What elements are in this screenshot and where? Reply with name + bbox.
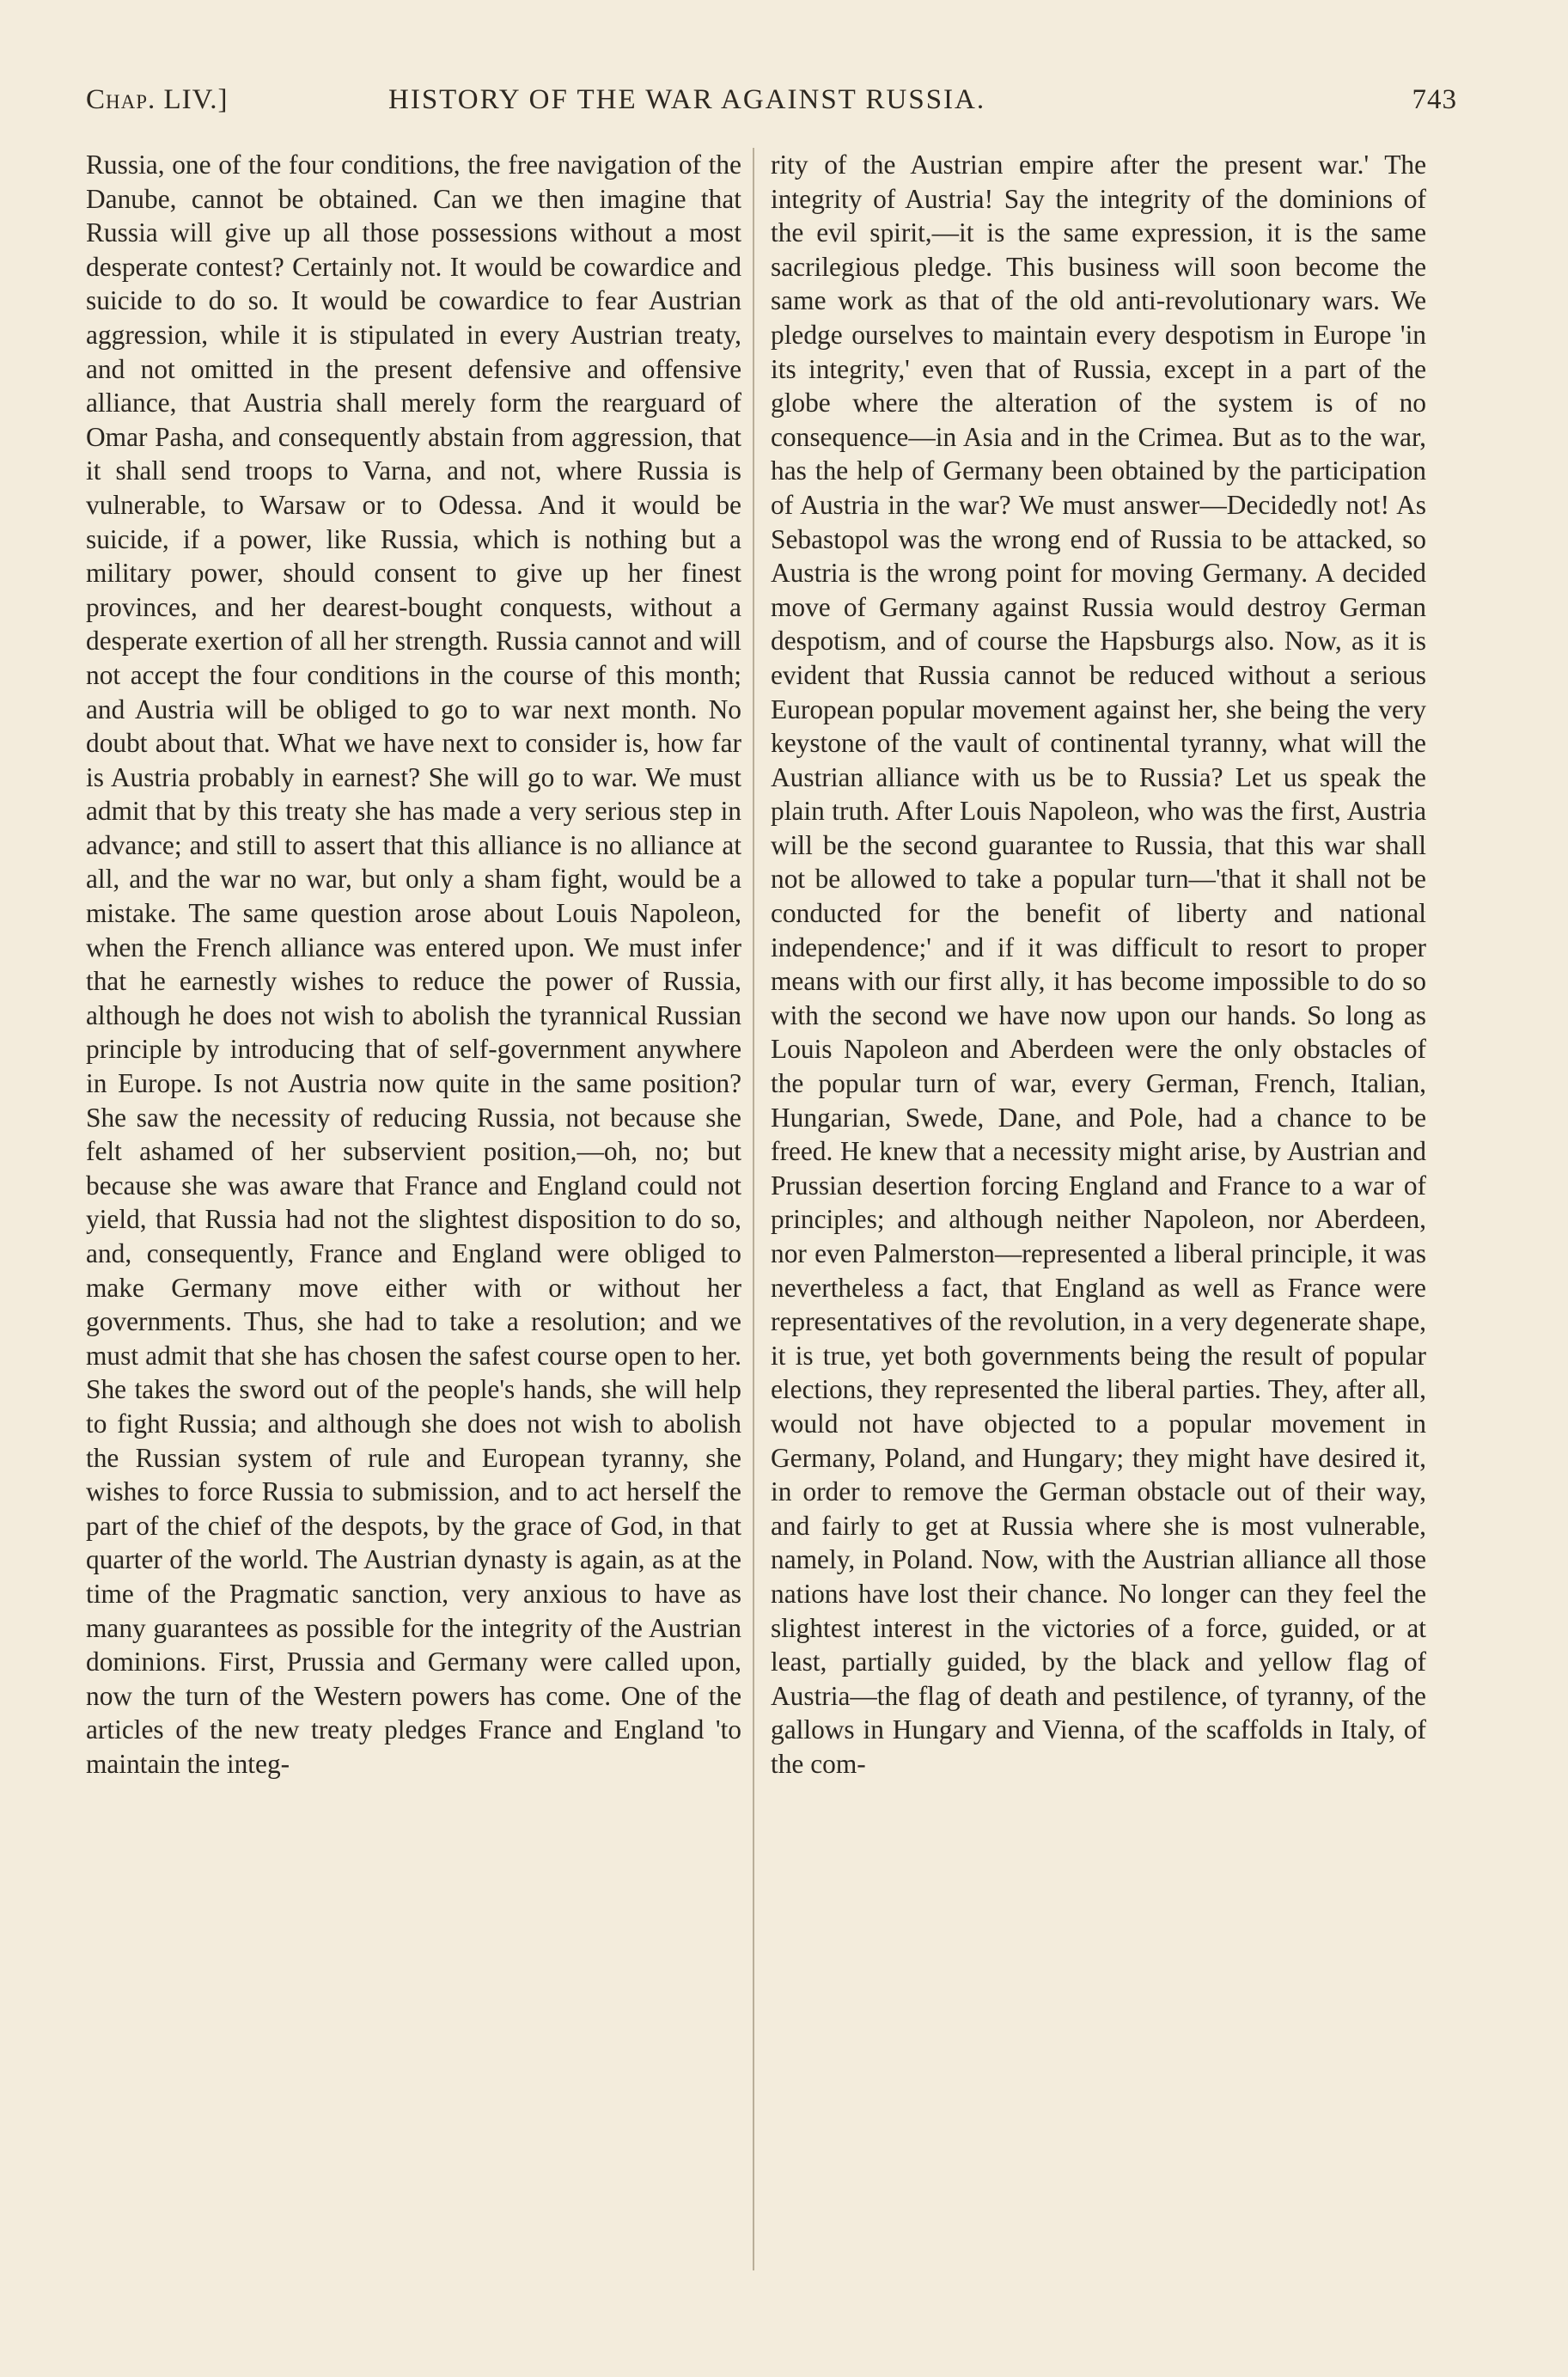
- left-column: [86, 148, 741, 2348]
- page-number: 743: [1412, 84, 1457, 115]
- chapter-label: Chap. LIV.]: [86, 84, 229, 115]
- running-head: [86, 84, 1457, 127]
- left-column-text: Russia, one of the four conditions, the free navigation of the Danube, cannot be obtained. Can we then imagine that Russia will give up all those possessions without a most desperate contest? Certainly not. It would be cowardice and suicide to do so. It would be cowardice to fear Austrian aggression, while it is stipulated in every Austrian treaty, and not omitted in the present defensive and offensive alliance, that Austria shall merely form the rearguard of Omar Pasha, and consequently abstain from aggression, that it shall send troops to Varna, and not, where Russia is vulnerable, to Warsaw or to Odessa. And it would be suicide, if a power, like Russia, which is nothing but a military power, should consent to give up her finest provinces, and her dearest-bought conquests, without a desperate exertion of all her strength. Russia cannot and will not accept the four conditions in the course of this month; and Austria will be obliged to go to war next month. No doubt about that. What we have next to consider is, how far is Austria probably in earnest? She will go to war. We must admit that by this treaty she has made a very serious step in advance; and still to assert that this alliance is no alliance at all, and the war no war, but only a sham fight, would be a mistake. The same question arose about Louis Napoleon, when the French alliance was entered upon. We must infer that he earnestly wishes to reduce the power of Russia, although he does not wish to abolish the tyrannical Russian principle by introducing that of self-government anywhere in Europe. Is not Austria now quite in the same position? She saw the necessity of reducing Russia, not because she felt ashamed of her subservient position,—oh, no; but because she was aware that France and England could not yield, that Russia had not the slightest disposition to do so, and, consequently, France and England were obliged to make Germany move either with or without her governments. Thus, she had to take a resolution; and we must admit that she has chosen the safest course open to her. She takes the sword out of the people's hands, she will help to fight Russia; and although she does not wish to abolish the Russian system of rule and European tyranny, she wishes to force Russia to submission, and to act herself the part of the chief of the despots, by the grace of God, in that quarter of the world. The Austrian dynasty is again, as at the time of the Pragmatic sanction, very anxious to have as many guarantees as possible for the integrity of the Austrian dominions. First, Prussia and Germany were called upon, now the turn of the Western powers has come. One of the articles of the new treaty pledges France and England 'to maintain the integ-: [86, 150, 741, 1779]
- right-column-text: rity of the Austrian empire after the present war.' The integrity of Austria! Say the integrity of the dominions of the evil spirit,—it is the same expression, it is the same sacrilegious pledge. This business will soon become the same work as that of the old anti-revolutionary wars. We pledge ourselves to maintain every despotism in Europe 'in its integrity,' even that of Russia, except in a part of the globe where the alteration of the system is of no consequence—in Asia and in the Crimea. But as to the war, has the help of Germany been obtained by the participation of Austria in the war? We must answer—Decidedly not! As Sebastopol was the wrong end of Russia to be attacked, so Austria is the wrong point for moving Germany. A decided move of Germany against Russia would destroy German despotism, and of course the Hapsburgs also. Now, as it is evident that Russia cannot be reduced without a serious European popular movement against her, she being the very keystone of the vault of continental tyranny, what will the Austrian alliance with us be to Russia? Let us speak the plain truth. After Louis Napoleon, who was the first, Austria will be the second guarantee to Russia, that this war shall not be allowed to take a popular turn—'that it shall not be conducted for the benefit of liberty and national independence;' and if it was difficult to resort to proper means with our first ally, it has become impossible to do so with the second we have now upon our hands. So long as Louis Napoleon and Aberdeen were the only obstacles of the popular turn of war, every German, French, Italian, Hungarian, Swede, Dane, and Pole, had a chance to be freed. He knew that a necessity might arise, by Austrian and Prussian desertion forcing England and France to a war of principles; and although neither Napoleon, nor Aberdeen, nor even Palmerston—represented a liberal principle, it was nevertheless a fact, that England as well as France were representatives of the revolution, in a very degenerate shape, it is true, yet both governments being the result of popular elections, they represented the liberal parties. They, after all, would not have objected to a popular movement in Germany, Poland, and Hungary; they might have desired it, in order to remove the German obstacle out of their way, and fairly to get at Russia where she is most vulnerable, namely, in Poland. Now, with the Austrian alliance all those nations have lost their chance. No longer can they feel the slightest interest in the victories of a force, guided, or at least, partially guided, by the black and yellow flag of Austria—the flag of death and pestilence, of tyranny, of the gallows in Hungary and Vienna, of the scaffolds in Italy, of the com-: [771, 150, 1426, 1779]
- running-title: HISTORY OF THE WAR AGAINST RUSSIA.: [388, 84, 986, 115]
- right-column: [771, 148, 1426, 2348]
- column-divider: [753, 148, 754, 2270]
